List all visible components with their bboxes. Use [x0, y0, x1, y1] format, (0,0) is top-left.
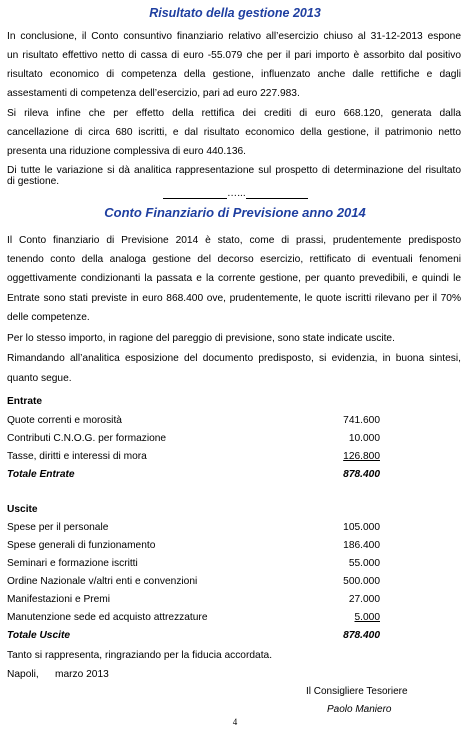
- section-title-risultato: Risultato della gestione 2013: [149, 6, 321, 20]
- signature-name: Paolo Maniero: [327, 704, 392, 715]
- total-value: 878.400: [343, 630, 380, 641]
- separator-rule-left: [163, 189, 227, 199]
- row-value: 10.000: [348, 433, 380, 444]
- row-label: Tasse, diritti e interessi di mora: [7, 451, 147, 462]
- table-row: [7, 540, 380, 556]
- row-value: 55.000: [348, 558, 380, 569]
- text-line: In conclusione, il Conto consuntivo finanziario relativo all’esercizio chiuso al 31-12-2013 espone: [7, 31, 461, 42]
- row-value: 105.000: [343, 522, 380, 533]
- entrate-heading: Entrate: [7, 396, 43, 407]
- row-label: Manutenzione sede ed acquisto attrezzature: [7, 612, 208, 623]
- row-label: Quote correnti e morosità: [7, 415, 122, 426]
- table-row: [7, 451, 380, 467]
- table-row: [7, 415, 380, 431]
- text-line: oggettivamente condizionanti la passata e la corrente gestione, per quanto prevedibili, e quindi le: [7, 273, 461, 284]
- table-row: [7, 612, 380, 628]
- closing-place: Napoli,: [7, 669, 39, 680]
- text-line: Per lo stesso importo, in ragione del pareggio di previsione, sono state indicate uscite.: [7, 333, 395, 344]
- table-row: [7, 558, 380, 574]
- text-line: di gestione.: [7, 176, 60, 187]
- total-label: Totale Uscite: [7, 630, 71, 641]
- row-value: 741.600: [343, 415, 380, 426]
- row-label: Contributi C.N.O.G. per formazione: [7, 433, 167, 444]
- text-line: quanto segue.: [7, 373, 72, 384]
- text-line: cancellazione di circa 680 iscritti, e dal risultato economico della gestione, il patrimonio netto: [7, 127, 461, 138]
- text-line: un risultato effettivo netto di cassa di euro -55.079 che per il pari importo è assorbito dal positivo: [7, 50, 461, 61]
- table-row: [7, 433, 380, 449]
- section-title-previsione: Conto Finanziario di Previsione anno 2014: [104, 205, 366, 220]
- text-line: Di tutte le variazione si dà analitica rappresentazione sul prospetto di determinazione del risultato: [7, 165, 461, 176]
- total-label: Totale Entrate: [7, 469, 75, 480]
- table-row: [7, 594, 380, 610]
- row-label: Spese generali di funzionamento: [7, 540, 156, 551]
- closing-thanks: Tanto si rappresenta, ringraziando per la fiducia accordata.: [7, 650, 273, 661]
- row-label: Seminari e formazione iscritti: [7, 558, 138, 569]
- closing-date: marzo 2013: [55, 669, 109, 680]
- text-line: Il Conto finanziario di Previsione 2014 è stato, come di prassi, prudentemente predisposto: [7, 235, 461, 246]
- text-line: assestamenti di competenza dell’esercizio, pari ad euro 227.983.: [7, 88, 300, 99]
- row-value: 27.000: [348, 594, 380, 605]
- text-line: risultato economico di competenza della gestione, influenzato anche dalle rettifiche e dagli: [7, 69, 461, 80]
- text-line: Rimandando all’analitica esposizione del documento predisposto, si evidenzia, in buona sintesi,: [7, 353, 461, 364]
- signature-role: Il Consigliere Tesoriere: [306, 686, 408, 697]
- row-value: 126.800: [343, 451, 380, 462]
- separator-rule-right: [246, 189, 308, 199]
- row-label: Ordine Nazionale v/altri enti e convenzioni: [7, 576, 198, 587]
- row-label: Manifestazioni e Premi: [7, 594, 111, 605]
- table-row: [7, 522, 380, 538]
- text-line: presenta una riduzione complessiva di euro 440.136.: [7, 146, 246, 157]
- row-label: Spese per il personale: [7, 522, 109, 533]
- total-row-entrate: [7, 469, 380, 485]
- total-value: 878.400: [343, 469, 380, 480]
- total-row-uscite: [7, 630, 380, 646]
- separator-dots: …...: [227, 188, 246, 199]
- table-row: [7, 576, 380, 592]
- text-line: tenendo conto della analoga gestione del decorso esercizio, rettificato di eventuali fenomeni: [7, 254, 461, 265]
- page-number: 4: [232, 717, 238, 727]
- section-separator: [163, 188, 308, 199]
- text-line: delle competenze.: [7, 312, 90, 323]
- text-line: Entrate sono stati previste in euro 868.400 ove, prudentemente, le quote iscritti rilevano per il 70%: [7, 293, 461, 304]
- row-value: 500.000: [343, 576, 380, 587]
- uscite-heading: Uscite: [7, 504, 38, 515]
- row-value: 186.400: [343, 540, 380, 551]
- text-line: Si rileva infine che per effetto della rettifica dei crediti di euro 668.120, generata dalla: [7, 108, 461, 119]
- row-value: 5.000: [354, 612, 380, 623]
